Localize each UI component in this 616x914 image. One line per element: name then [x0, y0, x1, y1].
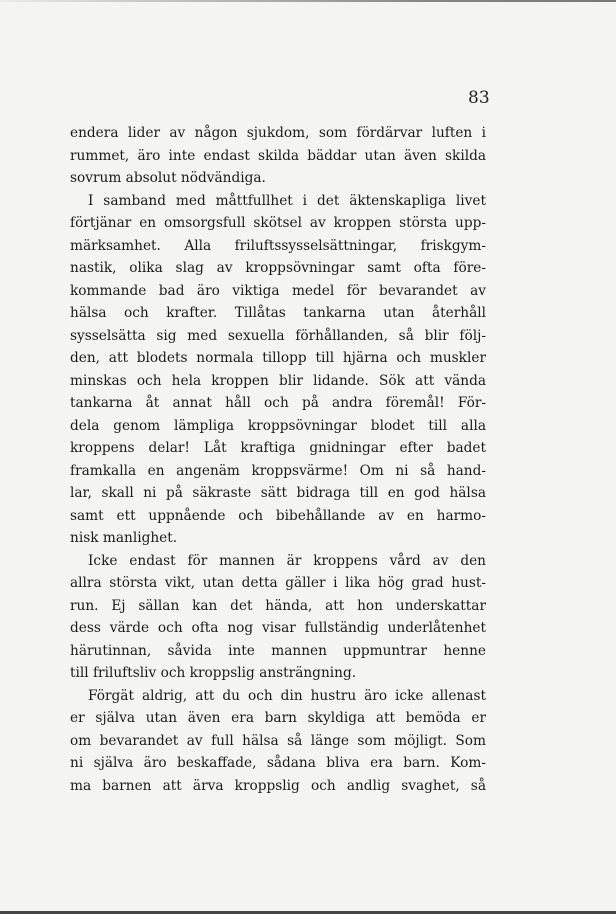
page-number: 83: [468, 88, 490, 108]
text-line: samt ett uppnående och bibehållande av en harmo-: [70, 507, 486, 524]
text-line: rummet, äro inte endast skilda bäddar utan även skilda: [70, 147, 486, 164]
text-line: om bevarandet av full hälsa så länge som möjligt. Som: [70, 732, 486, 749]
text-line: Förgät aldrig, att du och din hustru äro icke allenast: [88, 687, 486, 704]
text-line: nisk manlighet.: [70, 530, 178, 546]
text-line: kommande bad äro viktiga medel för bevarandet av: [70, 282, 486, 299]
text-line: I samband med måttfullhet i det äktenskapliga livet: [88, 192, 486, 209]
text-line: endera lider av någon sjukdom, som fördärvar luften i: [70, 125, 486, 141]
text-line: minskas och hela kroppen blir lidande. Sök att vända: [70, 372, 486, 389]
text-line: sovrum absolut nödvändiga.: [70, 170, 266, 186]
text-line: er själva utan även era barn skyldiga att bemöda er: [70, 710, 486, 726]
text-line: ma barnen att ärva kroppslig och andlig svaghet, så: [70, 777, 486, 794]
text-line: tankarna åt annat håll och på andra föremål! För-: [70, 395, 486, 411]
text-line: lar, skall ni på säkraste sätt bidraga till en god hälsa: [70, 485, 486, 501]
text-line: förtjänar en omsorgsfull skötsel av kroppen största upp-: [70, 215, 486, 231]
text-line: framkalla en angenäm kroppsvärme! Om ni så hand-: [70, 462, 486, 479]
body-text: [70, 122, 486, 797]
text-line: dela genom lämpliga kroppsövningar blodet till alla: [70, 417, 486, 434]
paragraph: [70, 550, 486, 685]
text-line: allra största vikt, utan detta gäller i lika hög grad hust-: [70, 575, 486, 591]
text-line: till friluftsliv och kroppslig ansträngning.: [70, 665, 357, 681]
text-line: ni själva äro beskaffade, sådana bliva era barn. Kom-: [70, 755, 486, 771]
paragraph: [70, 685, 486, 798]
text-line: den, att blodets normala tillopp till hjärna och muskler: [70, 350, 486, 366]
text-line: kroppens delar! Låt kraftiga gnidningar efter badet: [70, 440, 486, 456]
paragraph: [70, 122, 486, 190]
text-line: nastik, olika slag av kroppsövningar samt ofta före-: [70, 260, 486, 276]
text-line: härutinnan, såvida inte mannen uppmuntrar henne: [70, 642, 486, 659]
text-line: dess värde och ofta nog visar fullständig underlåtenhet: [70, 620, 486, 636]
text-line: märksamhet. Alla friluftssysselsättningar, friskgym-: [70, 237, 486, 254]
paragraph: [70, 190, 486, 550]
text-line: sysselsätta sig med sexuella förhållanden, så blir följ-: [70, 327, 486, 344]
text-line: Icke endast för mannen är kroppens vård av den: [88, 552, 486, 569]
text-line: hälsa och krafter. Tillåtas tankarna utan återhåll: [70, 305, 486, 321]
text-line: run. Ej sällan kan det hända, att hon underskattar: [70, 597, 486, 614]
